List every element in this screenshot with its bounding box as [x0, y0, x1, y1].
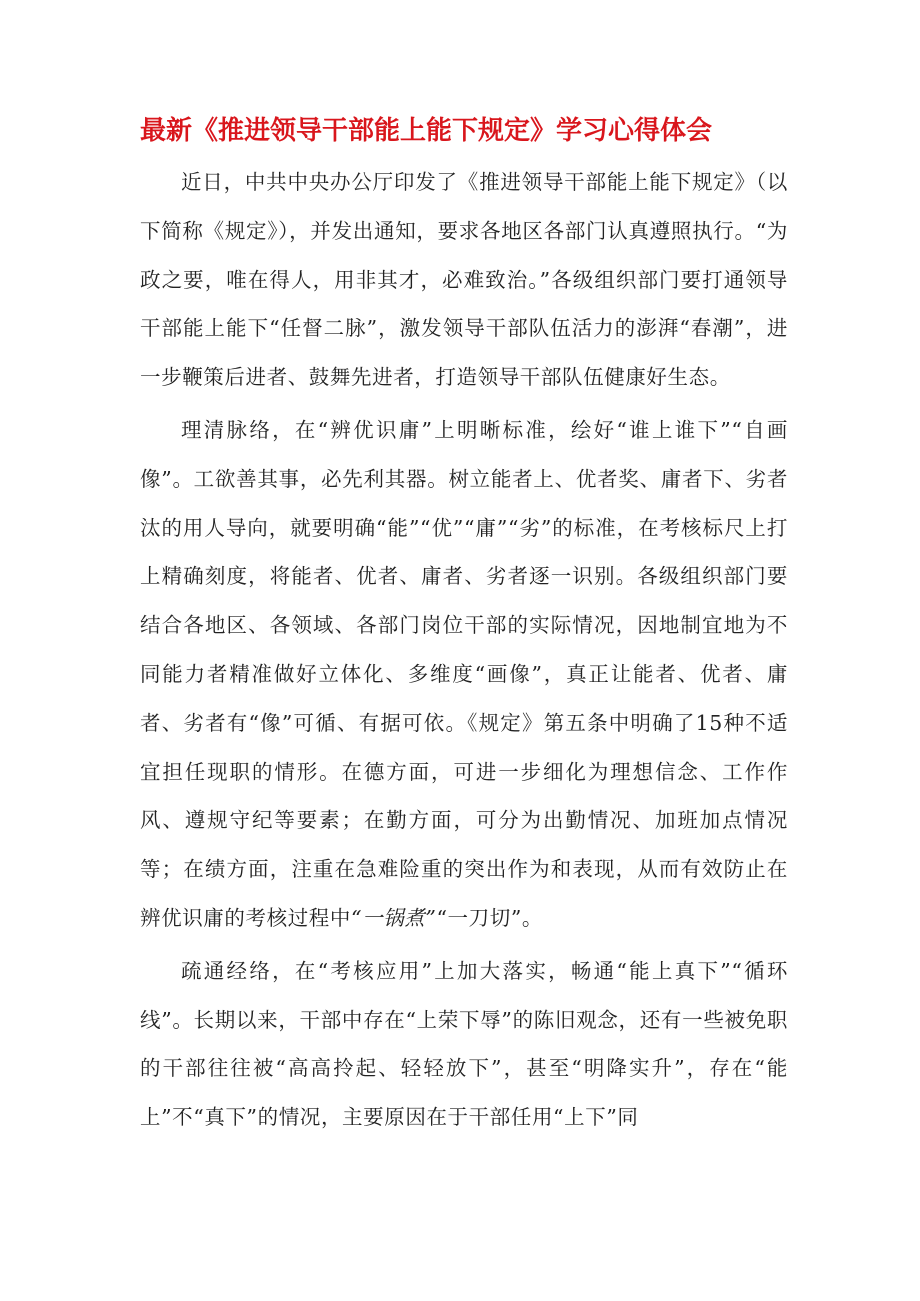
document-body — [140, 158, 788, 1142]
paragraph-intro: 近日，中共中央办公厅印发了《推进领导干部能上能下规定》（以下简称《规定》），并发出通知，要求各地区各部门认真遵照执行。“为政之要，唯在得人，用非其才，必难致治。”各级组织部门要打通领导干部能上能下“任督二脉”，激发领导干部队伍活力的澎湃“春潮”，进一步鞭策后进者、鼓舞先进者，打造领导干部队伍健康好生态。 — [140, 170, 788, 390]
paragraph-standards-text: 理清脉络，在“辨优识庸”上明晰标准，绘好“谁上谁下”“自画像”。工欲善其事，必先利其器。树立能者上、优者奖、庸者下、劣者汰的用人导向，就要明确“能”“优”“庸”“劣”的标准，在考核标尺上打上精确刻度，将能者、优者、庸者、劣者逐一识别。各级组织部门要结合各地区、各领域、各部门岗位干部的实际情况，因地制宜地为不同能力者精准做好立体化、多维度“画像”，真正让能者、优者、庸者、劣者有“像”可循、有据可依。《规定》第五条中明确了15种不适宜担任现职的情形。在德方面，可进一步细化为理想信念、工作作风、遵规守纪等要素；在勤方面，可分为出勤情况、加班加点情况等；在绩方面，注重在急难险重的突出作为和表现，从而有效防止在辨优识庸的考核过程中 — [140, 417, 788, 930]
document-title: 最新《推进领导干部能上能下规定》学习心得体会 — [140, 116, 713, 146]
paragraph-standards — [140, 406, 788, 943]
paragraph-assessment: 疏通经络，在“考核应用”上加大落实，畅通“能上真下”“循环线”。长期以来，干部中存在“上荣下辱”的陈旧观念，还有一些被免职的干部往往被“高高拎起、轻轻放下”，甚至“明降实升”，存在“能上”不“真下”的情况，主要原因在于干部任用“上下”同 — [140, 958, 788, 1130]
paragraph-standards-tail: “一刀切”。 — [436, 905, 544, 930]
paragraph-standards-italic: “一锅煮” — [351, 905, 437, 930]
